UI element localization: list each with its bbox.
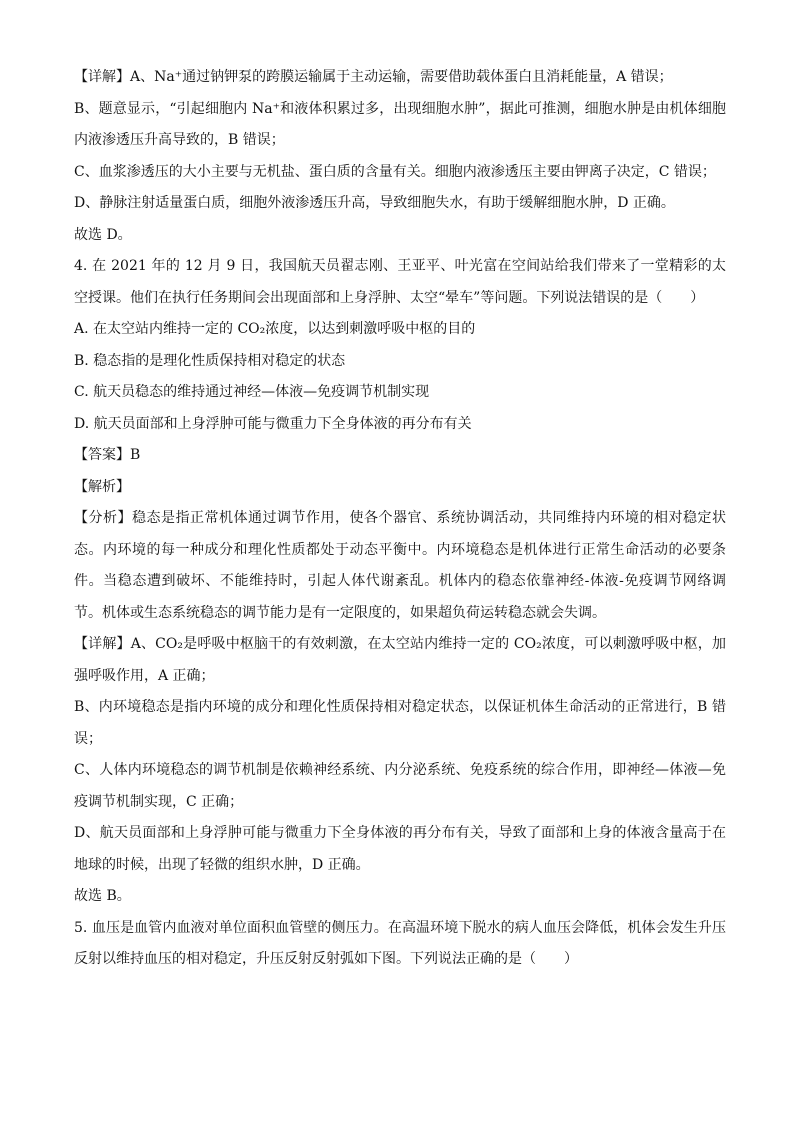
q4-answer: 【答案】B [74, 447, 141, 463]
q4-detail-d: D、航天员面部和上身浮肿可能与微重力下全身体液的再分布有关，导致了面部和上身的体液含量高于在地球的时候，出现了轻微的组织水肿，D 正确。 [74, 825, 726, 873]
q4-option-c: C. 航天员稳态的维持通过神经—体液—免疫调节机制实现 [74, 384, 430, 400]
q4-analysis: 【分析】稳态是指正常机体通过调节作用，使各个器官、系统协调活动，共同维持内环境的相对稳定状态。内环境的每一种成分和理化性质都处于动态平衡中。内环境稳态是机体进行正常生命活动的必要条件。当稳态遭到破坏、不能维持时，引起人体代谢紊乱。机体内的稳态依靠神经-体液-免疫调节网络调节。机体或生态系统稳态的调节能力是有一定限度的，如果超负荷运转稳态就会失调。 [74, 510, 726, 621]
q4-conclusion: 故选 B。 [74, 888, 131, 904]
q4-analysis-label: 【解析】 [74, 478, 130, 495]
q3-detail-d: D、静脉注射适量蛋白质，细胞外液渗透压升高，导致细胞失水，有助于缓解细胞水肿，D 正确。 [74, 195, 675, 211]
q3-detail-b: B、题意显示，“引起细胞内 Na⁺和液体积累过多，出现细胞水肿”，据此可推测，细胞水肿是由机体细胞内液渗透压升高导致的，B 错误； [74, 100, 726, 148]
q5-stem: 5. 血压是血管内血液对单位面积血管壁的侧压力。在高温环境下脱水的病人血压会降低，机体会发生升压反射以维持血压的相对稳定，升压反射反射弧如下图。下列说法正确的是（ ） [74, 919, 726, 967]
q4-option-d: D. 航天员面部和上身浮肿可能与微重力下全身体液的再分布有关 [74, 415, 472, 432]
q3-conclusion: 故选 D。 [74, 226, 132, 243]
q4-option-a: A. 在太空站内维持一定的 CO₂浓度，以达到刺激呼吸中枢的目的 [74, 321, 476, 337]
q4-detail-b: B、内环境稳态是指内环境的成分和理化性质保持相对稳定状态，以保证机体生命活动的正常进行，B 错误； [74, 699, 726, 747]
q3-detail-a: 【详解】A、Na⁺通过钠钾泵的跨膜运输属于主动运输，需要借助载体蛋白且消耗能量，A 错误； [74, 69, 673, 85]
q4-option-b: B. 稳态指的是理化性质保持相对稳定的状态 [74, 352, 346, 369]
q4-detail-a: 【详解】A、CO₂是呼吸中枢脑干的有效刺激，在太空站内维持一定的 CO₂浓度，可以刺激呼吸中枢，加强呼吸作用，A 正确； [74, 636, 726, 684]
q4-detail-c: C、人体内环境稳态的调节机制是依赖神经系统、内分泌系统、免疫系统的综合作用，即神经—体液—免疫调节机制实现，C 正确； [74, 762, 726, 810]
q4-stem: 4. 在 2021 年的 12 月 9 日，我国航天员翟志刚、王亚平、叶光富在空间站给我们带来了一堂精彩的太空授课。他们在执行任务期间会出现面部和上身浮肿、太空“晕车”等问题。下列说法错误的是（ ） [74, 258, 726, 306]
q3-detail-c: C、血浆渗透压的大小主要与无机盐、蛋白质的含量有关。细胞内液渗透压主要由钾离子决定，C 错误； [74, 163, 716, 180]
document-page [74, 62, 726, 976]
